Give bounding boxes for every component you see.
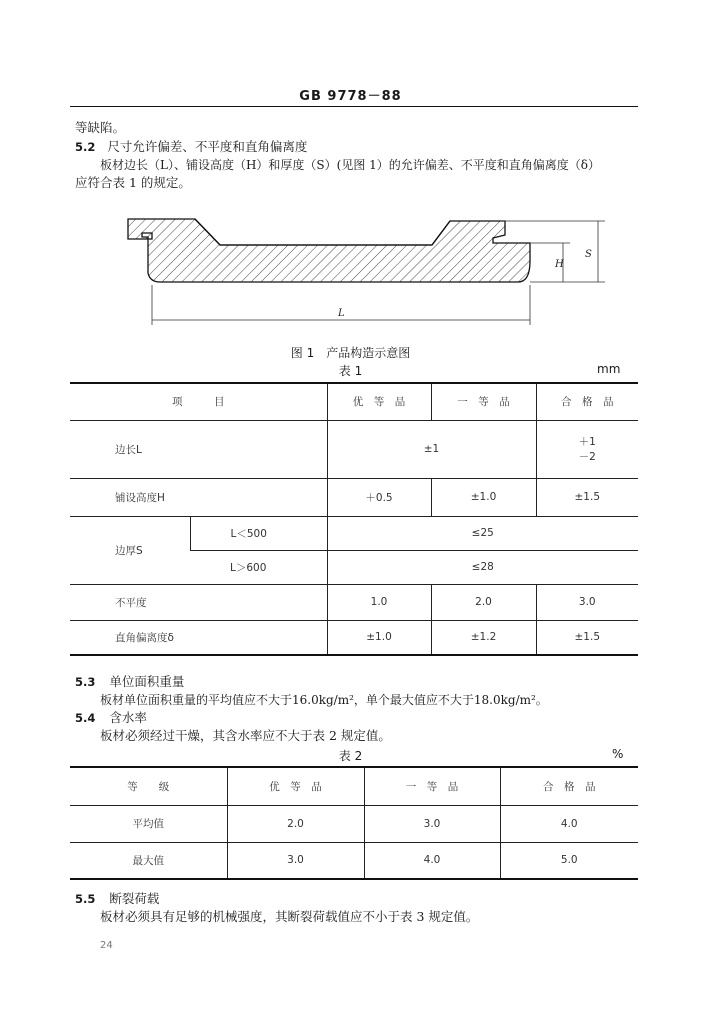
cell: ±1.0 [431, 478, 536, 516]
row-label: 平均值 [70, 805, 227, 842]
row-label: 直角偏离度δ [70, 620, 327, 655]
section-number: 5.3 [75, 675, 96, 689]
label-l: L [338, 308, 345, 319]
cell: 3.0 [536, 584, 638, 620]
text-continuation: 等缺陷。 [75, 120, 126, 135]
section-5-4-heading [75, 709, 147, 727]
cell: ≤25 [327, 516, 638, 550]
cell: 1.0 [327, 584, 431, 620]
table-row [70, 478, 638, 516]
cell: ±1.0 [327, 620, 431, 655]
cell: ±1.5 [536, 620, 638, 655]
header-grade-3: 合 格 品 [536, 383, 638, 420]
label-s: S [585, 249, 592, 260]
cell: 2.0 [431, 584, 536, 620]
cell [536, 420, 638, 478]
cell: ±1 [327, 420, 536, 478]
section-title: 尺寸允许偏差、不平度和直角偏离度 [107, 139, 308, 154]
header-grade-3: 合 格 品 [500, 767, 638, 805]
section-number: 5.5 [75, 892, 96, 906]
table2-unit: % [612, 747, 624, 761]
row-label: 不平度 [70, 584, 327, 620]
cell-upper: ＋1 [578, 436, 596, 448]
section-5-2-text-2: 应符合表 1 的规定。 [75, 175, 191, 190]
table-row [70, 620, 638, 655]
table1-title: 表 1 [338, 364, 363, 378]
figure-cross-section [100, 205, 620, 335]
table-row [70, 805, 638, 842]
table-2 [70, 766, 638, 880]
page-number: 24 [100, 940, 113, 951]
section-5-2-text-1: 板材边长（L）、铺设高度（H）和厚度（S）(见图 1）的允许偏差、不平度和直角偏离度（δ） [100, 158, 601, 172]
condition-cell: L＜500 [190, 516, 327, 550]
section-5-3-heading [75, 673, 184, 691]
table-row [70, 767, 638, 805]
row-label: 边长L [70, 420, 327, 478]
cell: ±1.2 [431, 620, 536, 655]
cell: 3.0 [364, 805, 500, 842]
cell: ＋0.5 [327, 478, 431, 516]
table2-title: 表 2 [338, 749, 363, 763]
section-number: 5.4 [75, 711, 96, 725]
section-5-2-heading [75, 138, 307, 156]
section-5-4-text: 板材必须经过干燥，其含水率应不大于表 2 规定值。 [100, 728, 391, 743]
cell: 2.0 [227, 805, 364, 842]
label-h: H [555, 259, 564, 270]
condition-cell: L＞600 [190, 550, 327, 584]
figure-caption: 图 1 产品构造示意图 [290, 346, 411, 360]
section-title: 含水率 [109, 710, 147, 725]
cell: 4.0 [500, 805, 638, 842]
cell: ≤28 [327, 550, 638, 584]
cell: 3.0 [227, 842, 364, 879]
header-item: 项 目 [172, 396, 225, 409]
table1-unit: mm [597, 362, 621, 376]
row-label: 最大值 [70, 842, 227, 879]
table-row [70, 842, 638, 879]
cell: 4.0 [364, 842, 500, 879]
row-label: 铺设高度H [70, 478, 327, 516]
section-title: 单位面积重量 [109, 674, 185, 689]
section-5-5-heading [75, 890, 159, 908]
table-row [70, 420, 638, 478]
cell-lower: －2 [578, 451, 596, 463]
section-number: 5.2 [75, 140, 96, 154]
header-level: 等 级 [127, 780, 170, 793]
table-row [70, 584, 638, 620]
section-5-5-text: 板材必须具有足够的机械强度，其断裂荷载值应不小于表 3 规定值。 [100, 909, 479, 924]
cell: 5.0 [500, 842, 638, 879]
page-header: GB 9778－88 [299, 89, 402, 104]
table-row [70, 383, 638, 420]
header-grade-2: 一 等 品 [364, 767, 500, 805]
table-1 [70, 382, 638, 656]
panel-profile [128, 219, 530, 282]
header-rule [70, 106, 638, 107]
header-grade-2: 一 等 品 [431, 383, 536, 420]
header-grade-1: 优 等 品 [327, 383, 431, 420]
section-5-3-text: 板材单位面积重量的平均值应不大于16.0kg/m²，单个最大值应不大于18.0kg/m²。 [100, 693, 548, 707]
row-label: 边厚S [70, 516, 190, 584]
table-row [70, 516, 638, 550]
header-grade-1: 优 等 品 [227, 767, 364, 805]
section-title: 断裂荷载 [109, 891, 160, 906]
cell: ±1.5 [536, 478, 638, 516]
